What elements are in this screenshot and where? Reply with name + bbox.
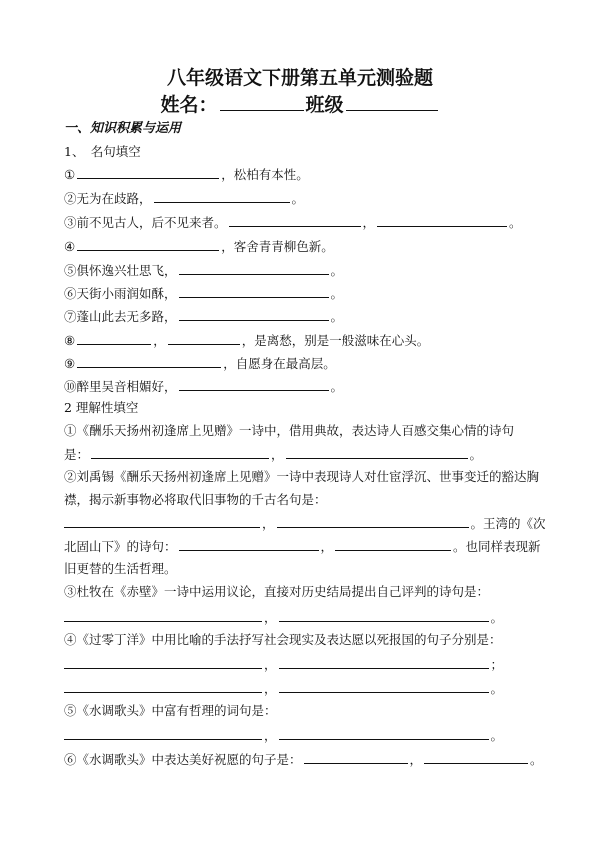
answer-blank[interactable] (335, 537, 451, 551)
understand-c-line-2: ， 。 (64, 608, 503, 627)
answer-blank[interactable] (77, 165, 219, 179)
fill-line-6: ⑥天街小雨润如酥， 。 (64, 286, 344, 301)
understand-b-line-4: 北固山下》的诗句： ， 。也同样表现新 (64, 539, 541, 554)
understand-a-line-1: ①《酬乐天扬州初逢席上见赠》一诗中，借用典故，表达诗人百感交集心情的诗句 (64, 423, 515, 438)
class-label: 班级 (305, 94, 344, 116)
answer-blank[interactable] (179, 307, 329, 321)
fill-line-4: ④ ，客舍青青柳色新。 (64, 239, 334, 254)
fill-line-1: ① ，松柏有本性。 (64, 167, 309, 182)
answer-blank[interactable] (179, 261, 329, 275)
answer-blank[interactable] (77, 237, 219, 251)
understand-d-line-3: ， 。 (64, 679, 503, 698)
name-class-row (0, 90, 600, 117)
understand-e-line-1: ⑤《水调歌头》中富有哲理的词句是： (64, 703, 277, 718)
fill-line-7: ⑦蓬山此去无多路， 。 (64, 309, 344, 324)
answer-blank[interactable] (179, 377, 329, 391)
answer-blank[interactable] (64, 679, 262, 693)
understand-b-line-1: ②刘禹锡《酬乐天扬州初逢席上见赠》一诗中表现诗人对仕宦浮沉、世事变迁的豁达胸 (64, 469, 540, 484)
answer-blank[interactable] (168, 331, 240, 345)
fill-line-2: ②无为在歧路， 。 (64, 191, 305, 206)
fill-line-8: ⑧ ， ，是离愁，别是一般滋味在心头。 (64, 333, 430, 348)
answer-blank[interactable] (279, 655, 489, 669)
understand-b-line-5: 旧更替的生活哲理。 (64, 561, 177, 576)
class-field[interactable] (346, 90, 438, 111)
question-2-title: 2 理解性填空 (64, 400, 139, 415)
answer-blank[interactable] (179, 537, 319, 551)
answer-blank[interactable] (279, 726, 489, 740)
name-field[interactable] (220, 90, 304, 111)
answer-blank[interactable] (286, 445, 468, 459)
answer-blank[interactable] (229, 213, 361, 227)
answer-blank[interactable] (304, 750, 408, 764)
answer-blank[interactable] (64, 655, 262, 669)
understand-d-line-2: ， ； (64, 655, 503, 674)
answer-blank[interactable] (279, 679, 489, 693)
answer-blank[interactable] (279, 608, 489, 622)
answer-blank[interactable] (424, 750, 528, 764)
understand-b-line-3: ， 。王湾的《次 (64, 514, 546, 533)
answer-blank[interactable] (377, 213, 507, 227)
answer-blank[interactable] (64, 608, 262, 622)
answer-blank[interactable] (179, 284, 329, 298)
answer-blank[interactable] (64, 726, 262, 740)
question-1-title: 1、 名句填空 (64, 144, 141, 159)
section-heading-knowledge: 一、知识积累与运用 (64, 121, 182, 136)
answer-blank[interactable] (64, 514, 260, 528)
fill-line-10: ⑩醉里吴音相媚好， 。 (64, 379, 344, 394)
answer-blank[interactable] (154, 189, 290, 203)
fill-line-3: ③前不见古人，后不见来者。 ， 。 (64, 215, 522, 230)
answer-blank[interactable] (277, 514, 469, 528)
answer-blank[interactable] (77, 331, 151, 345)
understand-a-line-2: 是： ， 。 (64, 447, 483, 462)
understand-c-line-1: ③杜牧在《赤壁》一诗中运用议论，直接对历史结局提出自己评判的诗句是： (64, 584, 490, 599)
understand-b-line-2: 襟，揭示新事物必将取代旧事物的千古名句是： (64, 492, 327, 507)
understand-e-line-2: ， 。 (64, 726, 503, 745)
understand-d-line-1: ④《过零丁洋》中用比喻的手法抒写社会现实及表达愿以死报国的句子分别是： (64, 632, 502, 647)
understand-f-line-1: ⑥《水调歌头》中表达美好祝愿的句子是： ， 。 (64, 752, 543, 767)
page-title: 八年级语文下册第五单元测验题 (166, 67, 433, 89)
answer-blank[interactable] (77, 354, 221, 368)
answer-blank[interactable] (91, 445, 269, 459)
fill-line-9: ⑨ ，自愿身在最高层。 (64, 356, 336, 371)
fill-line-5: ⑤俱怀逸兴壮思飞， 。 (64, 263, 344, 278)
name-label: 姓名： (160, 94, 218, 116)
